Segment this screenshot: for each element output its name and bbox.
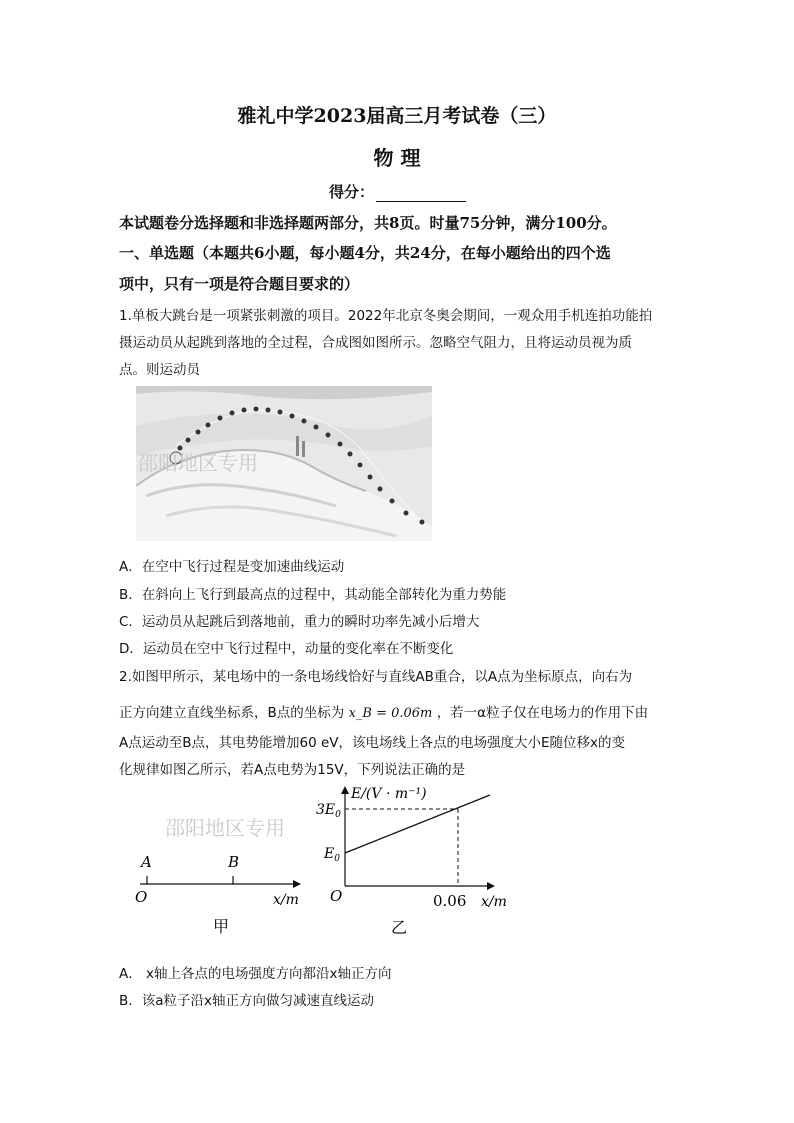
section-heading-1: 一、单选题（本题共6小题，每小题4分，共24分，在每小题给出的四个选 <box>119 244 611 262</box>
label-3e0: $3E_0$ <box>316 802 341 820</box>
x-tick-006: 0.06 <box>433 892 467 910</box>
label-e0: $E_0$ <box>324 846 340 864</box>
figure-yi <box>316 786 507 937</box>
q2-line-1: 2.如图甲所示，某电场中的一条电场线恰好与直线AB重合，以A点为坐标原点，向右为 <box>119 669 633 685</box>
section-heading-2: 项中，只有一项是符合题目要求的） <box>119 275 360 293</box>
label-b: B <box>228 853 240 871</box>
snowboard-jump-photo <box>136 386 432 541</box>
diagram-watermark: 邵阳地区专用 <box>165 816 285 840</box>
score-field <box>329 181 466 202</box>
q2-line-2 <box>119 701 648 721</box>
q2-formula: x_B = 0.06m <box>348 706 433 721</box>
q2-option-a: A． x轴上各点的电场强度方向都沿x轴正方向 <box>119 966 392 982</box>
x-axis-label-jia: x/m <box>273 892 299 908</box>
label-o-yi: O <box>330 887 343 905</box>
q1-line-2: 摄运动员从起跳到落地的全过程，合成图如图所示。忽略空气阻力，且将运动员视为质 <box>119 335 632 351</box>
e-x-line <box>345 795 490 853</box>
q2-option-b: B．该a粒子沿x轴正方向做匀减速直线运动 <box>119 993 375 1009</box>
label-o-jia: O <box>135 888 148 906</box>
caption-jia: 甲 <box>213 917 230 936</box>
photo-watermark: 邵阳地区专用 <box>138 451 258 475</box>
q1-option-c: C．运动员从起跳后到落地前，重力的瞬时功率先减小后增大 <box>119 614 480 630</box>
q1-line-1: 1.单板大跳台是一项紧张刺激的项目。2022年北京冬奥会期间，一观众用手机连拍功能拍 <box>119 308 653 324</box>
q2-line-4: 化规律如图乙所示，若A点电势为15V，下列说法正确的是 <box>119 762 466 778</box>
q1-option-b: B．在斜向上飞行到最高点的过程中，其动能全部转化为重力势能 <box>119 587 507 603</box>
q2-line-2-post: ，若一α粒子仅在电场力的作用下由 <box>436 705 649 721</box>
subject-title: 物 理 <box>373 146 421 170</box>
figure-jia <box>135 853 301 936</box>
q2-line-2-pre: 正方向建立直线坐标系，B点的坐标为 <box>119 705 345 721</box>
intro-text: 本试题卷分选择题和非选择题两部分，共8页。时量75分钟，满分100分。 <box>119 214 617 232</box>
q2-line-3: A点运动至B点，其电势能增加60 eV，该电场线上各点的电场强度大小E随位移x的变 <box>119 735 626 751</box>
q1-option-a: A．在空中飞行过程是变加速曲线运动 <box>119 559 345 575</box>
caption-yi: 乙 <box>391 918 408 937</box>
score-blank <box>376 187 466 202</box>
label-a: A <box>141 853 152 871</box>
y-axis-label-yi: E/(V · m⁻¹) <box>351 786 427 802</box>
x-axis-label-yi: x/m <box>481 894 507 910</box>
score-label: 得分： <box>329 183 375 201</box>
q1-option-d: D．运动员在空中飞行过程中，动量的变化率在不断变化 <box>119 641 454 657</box>
q2-diagram <box>125 780 525 940</box>
exam-title: 雅礼中学2023届高三月考试卷（三） <box>237 105 557 127</box>
q1-line-3: 点。则运动员 <box>119 362 200 378</box>
